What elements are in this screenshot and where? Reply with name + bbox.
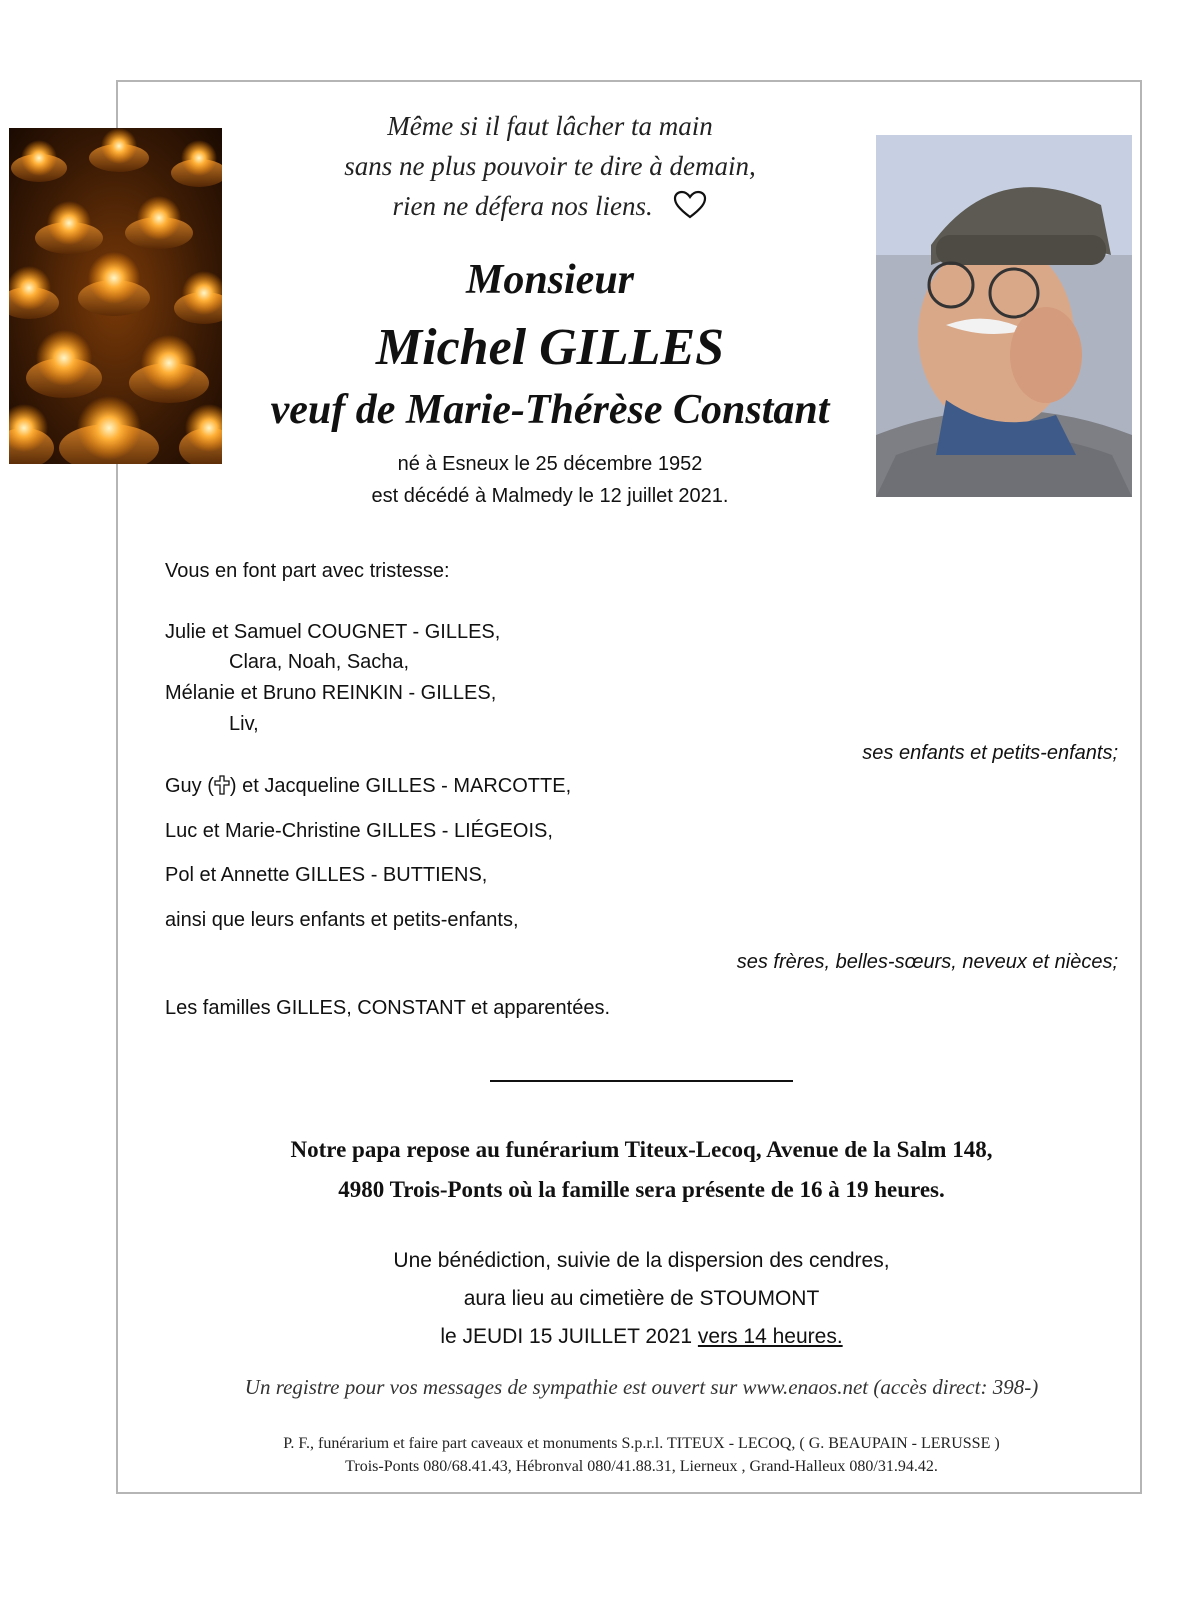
sibling-pol: Pol et Annette GILLES - BUTTIENS, [165,864,488,886]
footer-line-2: Trois-Ponts 080/68.41.43, Hébronval 080/41.88.31, Lierneux , Grand-Halleux 080/31.94.42. [345,1458,938,1475]
birth-line: né à Esneux le 25 décembre 1952 [397,453,703,475]
dates-block [0,448,1100,512]
death-line: est décédé à Malmedy le 12 juillet 2021. [371,485,729,507]
siblings-others: ainsi que leurs enfants et petits-enfants, [165,909,519,931]
heart-icon [673,190,707,220]
child-1: Julie et Samuel COUGNET - GILLES, [165,621,501,643]
ceremony-line-2: aura lieu au cimetière de STOUMONT [463,1287,820,1310]
registry-line: Un registre pour vos messages de sympathie est ouvert sur www.enaos.net (accès direct: 398-) [244,1375,1039,1399]
footer [0,1432,1203,1478]
poem-line-2: sans ne plus pouvoir te dire à demain, [344,151,756,181]
ceremony-time: vers 14 heures. [697,1325,843,1348]
children-label: ses enfants et petits-enfants; [862,742,1118,764]
grandchildren-2: Liv, [229,713,259,735]
family-intro: Vous en font part avec tristesse: [165,560,450,582]
sibling-guy-suffix: ) et Jacqueline GILLES - MARCOTTE, [229,775,572,797]
child-2: Mélanie et Bruno REINKIN - GILLES, [165,682,497,704]
families-line: Les familles GILLES, CONSTANT et apparentées. [165,997,611,1019]
rest-line-2: 4980 Trois-Ponts où la famille sera présente de 16 à 19 heures. [338,1177,945,1202]
rest-info [0,1130,1203,1210]
footer-line-1: P. F., funérarium et faire part caveaux et monuments S.p.r.l. TITEUX - LECOQ, ( G. BEAUPAIN - LERUSSE ) [283,1435,1000,1452]
ceremony-line-3 [0,1318,1203,1356]
ceremony-line-1: Une bénédiction, suivie de la dispersion des cendres, [393,1249,890,1272]
sibling-guy-prefix: Guy ( [165,775,214,797]
poem-line-3 [0,186,1100,226]
rest-line-1: Notre papa repose au funérarium Titeux-Lecoq, Avenue de la Salm 148, [290,1137,993,1162]
ceremony-date: le JEUDI 15 JUILLET 2021 [440,1325,698,1348]
sibling-guy [165,771,571,801]
poem-line-3-text: rien ne défera nos liens. [392,191,653,221]
siblings-label: ses frères, belles-sœurs, neveux et nièces; [736,951,1118,973]
ceremony-info [0,1242,1203,1356]
grandchildren-1: Clara, Noah, Sacha, [229,651,410,673]
title-monsieur: Monsieur [465,257,635,303]
spouse-line: veuf de Marie-Thérèse Constant [270,387,830,433]
sibling-luc: Luc et Marie-Christine GILLES - LIÉGEOIS, [165,820,553,842]
poem-line-1: Même si il faut lâcher ta main [387,111,713,141]
deceased-name: Michel GILLES [375,319,725,376]
cross-icon [214,775,230,795]
divider-line [490,1080,793,1082]
